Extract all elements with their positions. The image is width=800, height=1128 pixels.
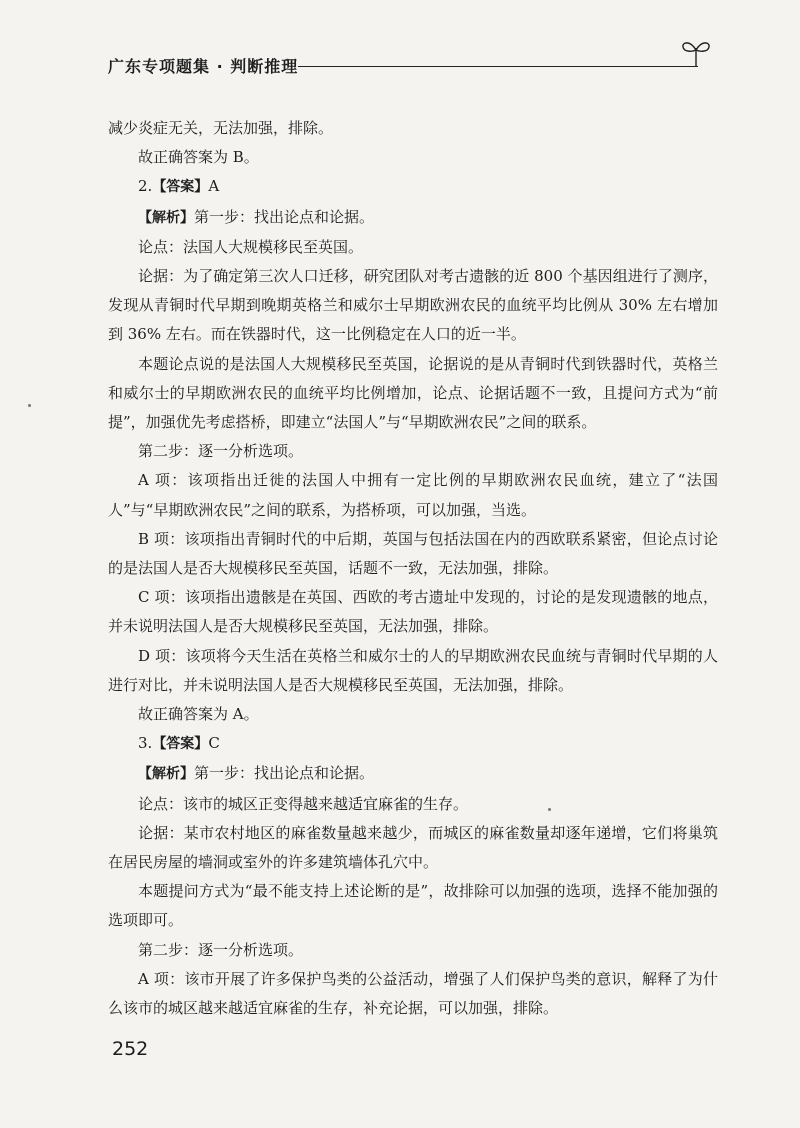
paragraph: 论点：该市的城区正变得越来越适宜麻雀的生存。 [138, 794, 469, 813]
header-rule [298, 66, 698, 67]
answer-line: 3.【答案】C [138, 734, 220, 753]
running-header [108, 52, 716, 92]
paragraph: 第二步：逐一分析选项。 [138, 940, 304, 959]
page-number: 252 [112, 1038, 149, 1060]
header-title: 广东专项题集 · 判断推理 [108, 57, 299, 76]
analysis-line: 【解析】第一步：找出论点和论据。 [138, 764, 375, 783]
paragraph: 本题提问方式为“最不能支持上述论断的是”，故排除可以加强的选项，选择不能加强的选项即可。 [108, 882, 718, 930]
scan-speck [548, 808, 551, 811]
paragraph: 减少炎症无关，无法加强，排除。 [108, 119, 334, 137]
paragraph: 第二步：逐一分析选项。 [138, 442, 304, 461]
solution-text [108, 114, 718, 1023]
paragraph: 故正确答案为 A。 [138, 705, 259, 724]
paragraph: A 项：该项指出迁徙的法国人中拥有一定比例的早期欧洲农民血统，建立了“法国人”与“早期欧洲农民”之间的联系，为搭桥项，可以加强，当选。 [108, 471, 718, 519]
scan-speck [28, 404, 31, 407]
paragraph: 故正确答案为 B。 [138, 148, 259, 167]
analysis-tag: 【解析】 [138, 766, 194, 783]
sprout-icon [680, 38, 712, 68]
paragraph: 本题论点说的是法国人大规模移民至英国，论据说的是从青铜时代到铁器时代，英格兰和威尔士的早期欧洲农民的血统平均比例增加，论点、论据话题不一致，且提问方式为“前提”，加强优先考虑搭桥，即建立“法国人”与“早期欧洲农民”之间的联系。 [108, 354, 718, 432]
analysis-line: 【解析】第一步：找出论点和论据。 [138, 207, 375, 226]
answer-tag: 【答案】 [152, 736, 209, 753]
answer-line: 2.【答案】A [138, 177, 220, 196]
paragraph: A 项：该市开展了许多保护鸟类的公益活动，增强了人们保护鸟类的意识，解释了为什么该市的城区越来越适宜麻雀的生存，补充论据，可以加强，排除。 [108, 969, 718, 1018]
paragraph: B 项：该项指出青铜时代的中后期，英国与包括法国在内的西欧联系紧密，但论点讨论的是法国人是否大规模移民至英国，话题不一致，无法加强，排除。 [108, 529, 718, 578]
analysis-tag: 【解析】 [138, 209, 194, 226]
answer-tag: 【答案】 [152, 179, 209, 196]
paragraph: 论据：某市农村地区的麻雀数量越来越少，而城区的麻雀数量却逐年递增，它们将巢筑在居民房屋的墙洞或室外的许多建筑墙体孔穴中。 [108, 823, 718, 872]
paragraph: C 项：该项指出遗骸是在英国、西欧的考古遗址中发现的，讨论的是发现遗骸的地点，并未说明法国人是否大规模移民至英国，无法加强，排除。 [108, 588, 718, 636]
paragraph: D 项：该项将今天生活在英格兰和威尔士的人的早期欧洲农民血统与青铜时代早期的人进行对比，并未说明法国人是否大规模移民至英国，无法加强，排除。 [108, 646, 718, 694]
paragraph: 论点：法国人大规模移民至英国。 [138, 237, 364, 256]
paragraph: 论据：为了确定第三次人口迁移，研究团队对考古遗骸的近 800 个基因组进行了测序，发现从青铜时代早期到晚期英格兰和威尔士早期欧洲农民的血统平均比例从 30% 左右增加到 36% 左右。而在铁器时代，这一比例稳定在人口的近一半。 [108, 267, 718, 344]
